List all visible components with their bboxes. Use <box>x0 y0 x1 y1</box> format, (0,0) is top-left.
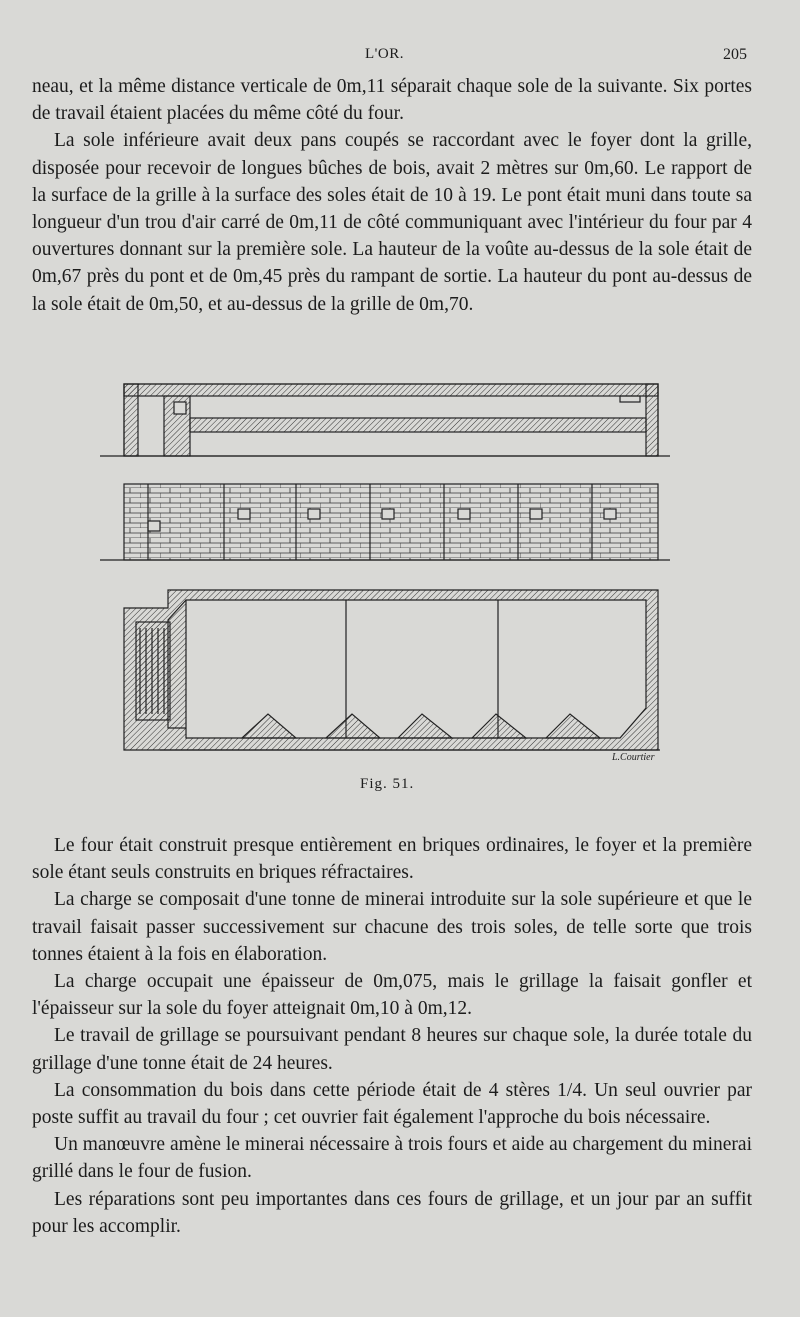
section-view <box>100 384 670 456</box>
bottom-text <box>32 832 752 1240</box>
plan-view <box>124 590 660 750</box>
page-number: 205 <box>723 46 747 63</box>
running-title: L'OR. <box>365 46 404 62</box>
paragraph: Le travail de grillage se poursuivant pendant 8 heures sur chaque sole, la durée totale du grillage d'une tonne était de 24 heures. <box>32 1025 752 1074</box>
elevation-view <box>100 484 670 560</box>
paragraph: Les réparations sont peu importantes dans ces fours de grillage, et un jour par an suffit pour les accomplir. <box>32 1188 752 1237</box>
paragraph: Un manœuvre amène le minerai nécessaire à trois fours et aide au chargement du minerai grillé dans le four de fusion. <box>32 1134 752 1183</box>
furnace-figure <box>100 378 670 768</box>
paragraph: neau, et la même distance verticale de 0m,11 séparait chaque sole de la suivante. Six portes de travail étaient placées du même côté du four. <box>32 76 752 125</box>
paragraph: Le four était construit presque entièrement en briques ordinaires, le foyer et la première sole étant seuls construits en briques réfractaires. <box>32 835 752 884</box>
top-text <box>32 73 752 318</box>
paragraph: La charge se composait d'une tonne de minerai introduite sur la sole supérieure et que le travail faisait passer successivement sur chacune des trois soles, de telle sorte que trois tonnes étaient à la fois en élaboration. <box>32 889 752 965</box>
engraver-signature: L.Courtier <box>612 752 655 763</box>
paragraph: La sole inférieure avait deux pans coupés se raccordant avec le foyer dont la grille, disposée pour recevoir de longues bûches de bois, avait 2 mètres sur 0m,60. Le rapport de la surface de la grille à la surface des soles était de 10 à 19. Le pont était muni dans toute sa longueur d'un trou d'air carré de 0m,11 de côté communiquant avec l'intérieur du four par 4 ouvertures donnant sur la première sole. La hauteur de la voûte au-dessus de la sole était de 0m,67 près du pont et de 0m,45 près du rampant de sortie. La hauteur du pont au-dessus de la sole était de 0m,50, et au-dessus de la grille de 0m,70. <box>32 130 752 315</box>
figure-caption: Fig. 51. <box>360 776 415 792</box>
paragraph: La consommation du bois dans cette période était de 4 stères 1/4. Un seul ouvrier par poste suffit au travail du four ; cet ouvrier fait également l'approche du bois nécessaire. <box>32 1079 752 1129</box>
paragraph: La charge occupait une épaisseur de 0m,075, mais le grillage la faisait gonfler et l'épaisseur sur la sole du foyer atteignait 0m,10 à 0m,12. <box>32 971 752 1020</box>
